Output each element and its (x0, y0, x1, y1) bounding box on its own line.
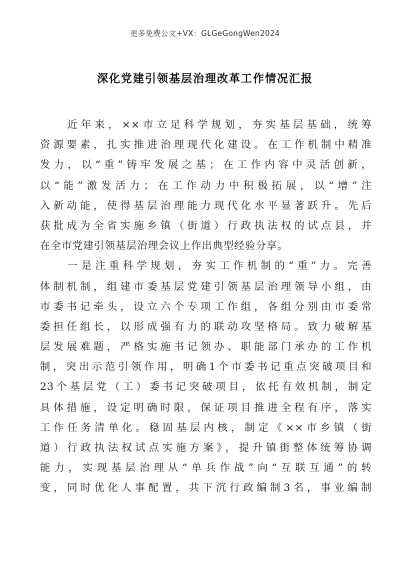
body-line: 23个基层党（工）委书记突破项目，依托有效机制，制定 (40, 382, 372, 394)
body-line: 委担任组长，以形成强有力的联动攻坚格局。致力破解基 (40, 321, 372, 333)
body-line: 在全市党建引领基层治理会议上作出典型经验分享。 (40, 241, 289, 253)
body-line: 市委书记牵头，设立六个专项工作组，各组分别由市委常 (40, 301, 372, 313)
body-line: 层发展难题，严格实施书记领办、职能部门承办的工作机 (40, 342, 372, 354)
promo-header-note: 更多免费公文+VX：GLGeGongWen2024 (130, 29, 280, 38)
body-line: 变，同时优化人事配置，共下沉行政编制3名，事业编制 (40, 483, 372, 495)
body-line: 以“能”激发活力；在工作动力中积极拓展，以“增”注 (40, 180, 372, 192)
body-line: 工作任务清单化。稳固基层内核，制定《××市乡镇（街 (40, 422, 372, 434)
body-line: 一是注重科学规划，夯实工作机制的“重”力。完善 (40, 261, 372, 273)
body-line: 具体措施，设定明确时限，保证项目推进全程有序，落实 (40, 402, 372, 414)
body-line: 道）行政执法权试点实施方案》，提升镇街整体统筹协调 (40, 443, 372, 454)
body-line: 制，突出示范引领作用，明确1个市委书记重点突破项目和 (40, 362, 372, 374)
document-body (40, 116, 372, 512)
body-line: 获批成为全省实施乡镇（街道）行政执法权的试点县，并 (40, 220, 372, 232)
body-line: 近年来，××市立足科学规划，夯实基层基础，统筹 (40, 120, 372, 131)
body-line-cut (40, 500, 372, 512)
document-title: 深化党建引领基层治理改革工作情况汇报 (97, 72, 313, 85)
body-line: 发力，以“重”铸牢发展之基；在工作内容中灵活创新， (40, 160, 372, 172)
body-line: 入新动能，使得基层治理能力现代化水平显著跃升。先后 (40, 200, 372, 212)
body-line: 能力，实现基层治理从“单兵作战”向“互联互通”的转 (40, 463, 372, 475)
body-line: 体制机制，组建市委基层党建引领基层治理领导小组，由 (40, 281, 372, 293)
body-line: 资源要素，扎实推进治理现代化建设。在工作机制中精准 (40, 140, 372, 152)
